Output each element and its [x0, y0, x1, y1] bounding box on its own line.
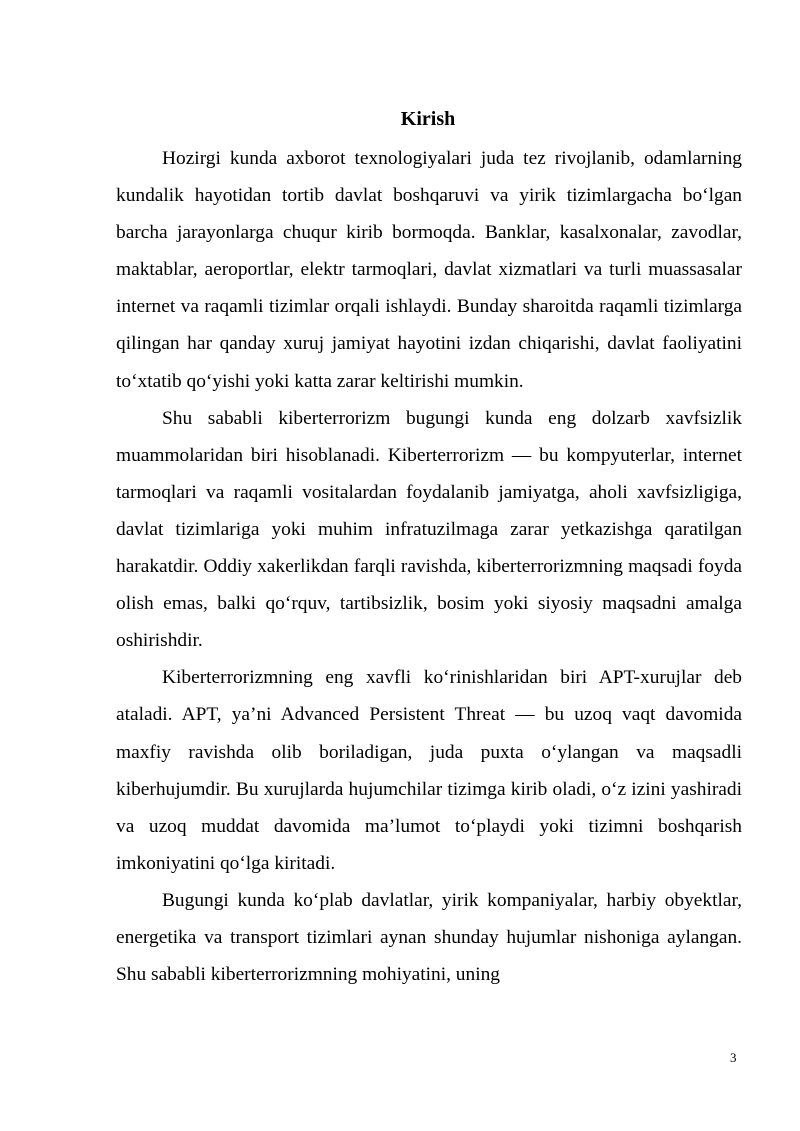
paragraph-targets: Bugungi kunda ko‘plab davlatlar, yirik kompaniyalar, harbiy obyektlar, energetika va transport tizimlari aynan shunday hujumlar nishoniga aylangan. Shu sababli kiberterrorizmning mohiyatini, uning	[116, 889, 742, 986]
page-title: Kirish	[400, 108, 456, 130]
paragraph-intro: Hozirgi kunda axborot texnologiyalari juda tez rivojlanib, odamlarning kundalik hayotidan tortib davlat boshqaruvi va yirik tizimlargacha bo‘lgan barcha jarayonlarga chuqur kirib bormoqda. Banklar, kasalxonalar, zavodlar, maktablar, aeroportlar, elektr tarmoqlari, davlat xizmatlari va turli muassasalar internet va raqamli tizimlar orqali ishlaydi. Bunday sharoitda raqamli tizimlarga qilingan har qanday xuruj jamiyat hayotini izdan chiqarishi, davlat faoliyatini to‘xtatib qo‘yishi yoki katta zarar keltirishi mumkin.	[116, 148, 742, 392]
paragraph-apt-attacks: Kiberterrorizmning eng xavfli ko‘rinishlaridan biri APT-xurujlar deb ataladi. APT, ya’ni Advanced Persistent Threat — bu uzoq vaqt davomida maxfiy ravishda olib boriladigan, juda puxta o‘ylangan va maqsadli kiberhujumdir. Bu xurujlarda hujumchilar tizimga kirib oladi, o‘z izini yashiradi va uzoq muddat davomida ma’lumot to‘playdi yoki tizimni boshqarish imkoniyatini qo‘lga kiritadi.	[116, 667, 742, 874]
paragraph-cyberterrorism-definition: Shu sababli kiberterrorizm bugungi kunda eng dolzarb xavfsizlik muammolaridan biri hisoblanadi. Kiberterrorizm — bu kompyuterlar, internet tarmoqlari va raqamli vositalardan foydalanib jamiyatga, aholi xavfsizligiga, davlat tizimlariga yoki muhim infratuzilmaga zarar yetkazishga qaratilgan harakatdir. Oddiy xakerlikdan farqli ravishda, kiberterrorizmning maqsadi foyda olish emas, balki qo‘rquv, tartibsizlik, bosim yoki siyosiy maqsadni amalga oshirishdir.	[116, 407, 742, 652]
body-text	[116, 140, 742, 993]
page-number: 3	[730, 1050, 737, 1065]
